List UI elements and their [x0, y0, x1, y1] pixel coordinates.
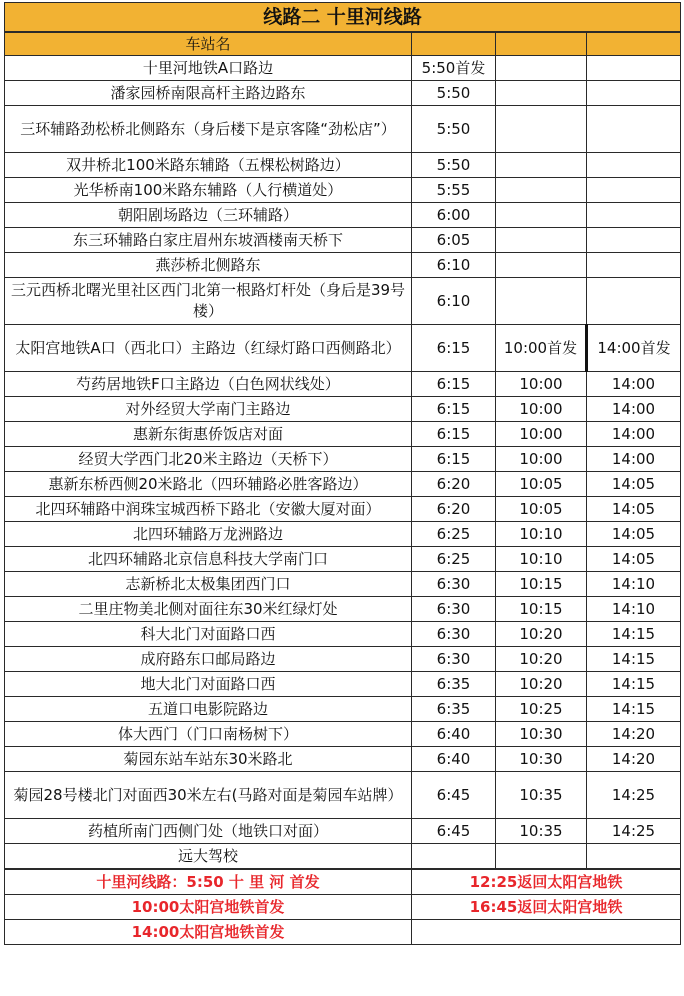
third-time [587, 203, 681, 228]
second-time [496, 253, 587, 278]
note-left: 十里河线路：5:50 十 里 河 首发 [5, 869, 412, 895]
note-row [5, 869, 681, 895]
note-left: 10:00太阳宫地铁首发 [5, 895, 412, 920]
first-time: 5:55 [412, 178, 496, 203]
second-time: 10:20 [496, 622, 587, 647]
third-time: 14:20 [587, 747, 681, 772]
column-header-3 [587, 32, 681, 56]
station-name: 芍药居地铁F口主路边（白色网状线处） [5, 372, 412, 397]
station-name: 志新桥北太极集团西门口 [5, 572, 412, 597]
station-name: 惠新东街惠侨饭店对面 [5, 422, 412, 447]
station-name: 北四环辅路万龙洲路边 [5, 522, 412, 547]
third-time [587, 278, 681, 325]
station-name: 三环辅路劲松桥北侧路东（身后楼下是京客隆“劲松店”） [5, 106, 412, 153]
first-time: 6:40 [412, 747, 496, 772]
station-name: 菊园东站车站东30米路北 [5, 747, 412, 772]
second-time [496, 56, 587, 81]
third-time: 14:00首发 [587, 325, 681, 372]
table-row [5, 622, 681, 647]
first-time: 5:50 [412, 81, 496, 106]
first-time: 6:30 [412, 622, 496, 647]
note-row [5, 895, 681, 920]
table-row [5, 472, 681, 497]
third-time: 14:00 [587, 372, 681, 397]
station-name: 北四环辅路北京信息科技大学南门口 [5, 547, 412, 572]
third-time: 14:05 [587, 472, 681, 497]
third-time [587, 106, 681, 153]
table-row [5, 228, 681, 253]
first-time: 5:50 [412, 153, 496, 178]
table-row [5, 372, 681, 397]
second-time [496, 228, 587, 253]
station-name: 远大驾校 [5, 844, 412, 870]
column-header-1 [412, 32, 496, 56]
table-row [5, 447, 681, 472]
first-time: 5:50首发 [412, 56, 496, 81]
second-time [496, 178, 587, 203]
third-time: 14:05 [587, 547, 681, 572]
second-time: 10:10 [496, 522, 587, 547]
first-time: 6:05 [412, 228, 496, 253]
third-time: 14:05 [587, 497, 681, 522]
station-name: 东三环辅路白家庄眉州东坡酒楼南天桥下 [5, 228, 412, 253]
first-time: 6:15 [412, 447, 496, 472]
first-time [412, 844, 496, 870]
note-right: 12:25返回太阳宫地铁 [412, 869, 681, 895]
table-row [5, 772, 681, 819]
third-time: 14:05 [587, 522, 681, 547]
third-time: 14:15 [587, 672, 681, 697]
second-time: 10:15 [496, 572, 587, 597]
third-time: 14:25 [587, 772, 681, 819]
third-time: 14:00 [587, 447, 681, 472]
station-name: 科大北门对面路口西 [5, 622, 412, 647]
table-row [5, 397, 681, 422]
third-time: 14:10 [587, 597, 681, 622]
station-name: 惠新东桥西侧20米路北（四环辅路必胜客路边） [5, 472, 412, 497]
third-time [587, 81, 681, 106]
station-name: 燕莎桥北侧路东 [5, 253, 412, 278]
station-name: 二里庄物美北侧对面往东30米红绿灯处 [5, 597, 412, 622]
table-row [5, 56, 681, 81]
station-column-header: 车站名 [5, 32, 412, 56]
third-time: 14:00 [587, 397, 681, 422]
column-header-2 [496, 32, 587, 56]
third-time: 14:15 [587, 647, 681, 672]
second-time: 10:00 [496, 397, 587, 422]
second-time: 10:00首发 [496, 325, 587, 372]
second-time [496, 844, 587, 870]
first-time: 6:35 [412, 697, 496, 722]
station-name: 三元西桥北曙光里社区西门北第一根路灯杆处（身后是39号楼） [5, 278, 412, 325]
table-row [5, 203, 681, 228]
second-time [496, 106, 587, 153]
second-time: 10:00 [496, 372, 587, 397]
second-time [496, 153, 587, 178]
table-row [5, 547, 681, 572]
station-name: 地大北门对面路口西 [5, 672, 412, 697]
table-row [5, 325, 681, 372]
table-row [5, 422, 681, 447]
station-name: 对外经贸大学南门主路边 [5, 397, 412, 422]
station-name: 成府路东口邮局路边 [5, 647, 412, 672]
first-time: 6:20 [412, 472, 496, 497]
first-time: 6:45 [412, 819, 496, 844]
table-row [5, 522, 681, 547]
first-time: 6:10 [412, 253, 496, 278]
table-row [5, 672, 681, 697]
third-time: 14:15 [587, 697, 681, 722]
first-time: 6:15 [412, 372, 496, 397]
table-row [5, 153, 681, 178]
second-time: 10:15 [496, 597, 587, 622]
first-time: 6:30 [412, 647, 496, 672]
table-row [5, 844, 681, 870]
table-row [5, 106, 681, 153]
first-time: 6:40 [412, 722, 496, 747]
table-row [5, 819, 681, 844]
second-time [496, 203, 587, 228]
first-time: 6:00 [412, 203, 496, 228]
first-time: 6:25 [412, 547, 496, 572]
table-row [5, 697, 681, 722]
table-row [5, 497, 681, 522]
schedule-table [4, 2, 681, 945]
third-time: 14:20 [587, 722, 681, 747]
station-name: 光华桥南100米路东辅路（人行横道处） [5, 178, 412, 203]
second-time: 10:00 [496, 422, 587, 447]
table-row [5, 278, 681, 325]
station-name: 朝阳剧场路边（三环辅路） [5, 203, 412, 228]
table-row [5, 178, 681, 203]
second-time: 10:20 [496, 647, 587, 672]
third-time [587, 178, 681, 203]
first-time: 6:15 [412, 422, 496, 447]
third-time: 14:25 [587, 819, 681, 844]
first-time: 6:15 [412, 397, 496, 422]
first-time: 6:45 [412, 772, 496, 819]
third-time [587, 844, 681, 870]
header-row [5, 32, 681, 56]
second-time: 10:05 [496, 472, 587, 497]
third-time: 14:10 [587, 572, 681, 597]
table-row [5, 81, 681, 106]
third-time [587, 253, 681, 278]
table-row [5, 572, 681, 597]
station-name: 太阳宫地铁A口（西北口）主路边（红绿灯路口西侧路北） [5, 325, 412, 372]
station-name: 双井桥北100米路东辅路（五棵松树路边） [5, 153, 412, 178]
station-name: 经贸大学西门北20米主路边（天桥下） [5, 447, 412, 472]
third-time: 14:00 [587, 422, 681, 447]
second-time: 10:35 [496, 819, 587, 844]
station-name: 十里河地铁A口路边 [5, 56, 412, 81]
first-time: 6:10 [412, 278, 496, 325]
first-time: 5:50 [412, 106, 496, 153]
second-time [496, 278, 587, 325]
second-time: 10:30 [496, 722, 587, 747]
third-time [587, 56, 681, 81]
title-row [5, 3, 681, 33]
table-row [5, 722, 681, 747]
second-time: 10:25 [496, 697, 587, 722]
third-time [587, 228, 681, 253]
second-time: 10:05 [496, 497, 587, 522]
second-time [496, 81, 587, 106]
station-name: 北四环辅路中润珠宝城西桥下路北（安徽大厦对面） [5, 497, 412, 522]
third-time: 14:15 [587, 622, 681, 647]
table-row [5, 597, 681, 622]
second-time: 10:00 [496, 447, 587, 472]
station-name: 五道口电影院路边 [5, 697, 412, 722]
first-time: 6:20 [412, 497, 496, 522]
first-time: 6:15 [412, 325, 496, 372]
station-name: 潘家园桥南限高杆主路边路东 [5, 81, 412, 106]
second-time: 10:20 [496, 672, 587, 697]
note-row [5, 920, 681, 945]
second-time: 10:30 [496, 747, 587, 772]
table-row [5, 253, 681, 278]
table-row [5, 747, 681, 772]
second-time: 10:35 [496, 772, 587, 819]
table-row [5, 647, 681, 672]
first-time: 6:30 [412, 597, 496, 622]
note-left: 14:00太阳宫地铁首发 [5, 920, 412, 945]
note-right: 16:45返回太阳宫地铁 [412, 895, 681, 920]
station-name: 菊园28号楼北门对面西30米左右(马路对面是菊园车站牌） [5, 772, 412, 819]
first-time: 6:35 [412, 672, 496, 697]
first-time: 6:25 [412, 522, 496, 547]
route-title: 线路二 十里河线路 [5, 3, 681, 33]
station-name: 药植所南门西侧门处（地铁口对面） [5, 819, 412, 844]
third-time [587, 153, 681, 178]
station-name: 体大西门（门口南杨树下） [5, 722, 412, 747]
second-time: 10:10 [496, 547, 587, 572]
first-time: 6:30 [412, 572, 496, 597]
note-right [412, 920, 681, 945]
